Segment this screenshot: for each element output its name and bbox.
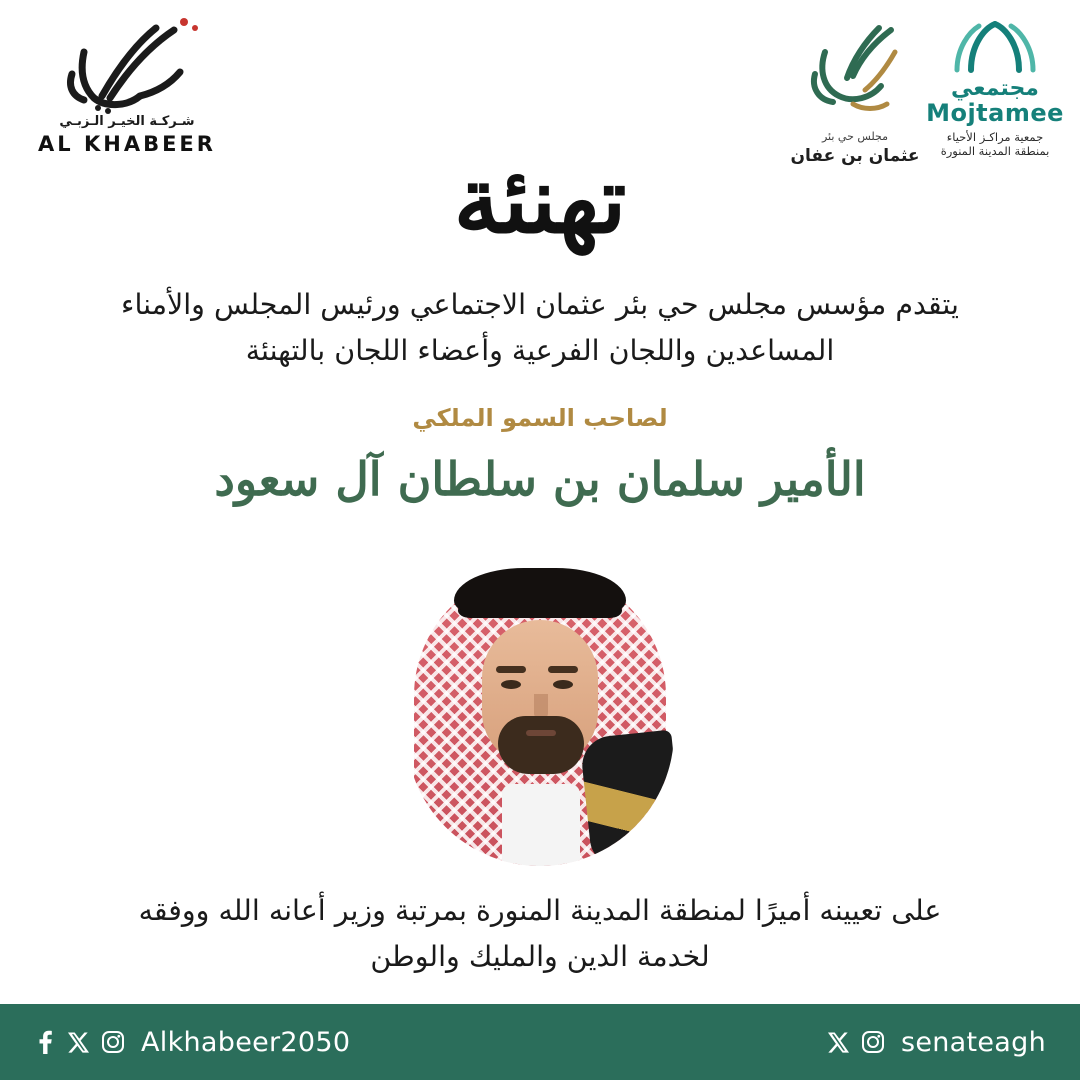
footer-right-handle-text: senateagh xyxy=(900,1026,1046,1058)
mojtamee-arches-icon xyxy=(920,18,1070,74)
mojtamee-sub1: جمعية مراكـز الأحياء xyxy=(946,130,1044,144)
othman-calligraphy-icon xyxy=(780,18,930,128)
eye-left xyxy=(501,680,521,689)
facebook-icon[interactable] xyxy=(34,1030,56,1054)
closing-paragraph: على تعيينه أميرًا لمنطقة المدينة المنورة بمرتبة وزير أعانه الله ووفقه لخدمة الدين والمليك والوطن xyxy=(138,894,942,974)
royal-highness-label: لصاحب السمو الملكي xyxy=(412,404,668,432)
footer-bar xyxy=(0,1004,1080,1080)
eye-right xyxy=(553,680,573,689)
portrait-illustration xyxy=(406,548,674,866)
al-khabeer-english-name: AL KHABEER xyxy=(38,132,216,156)
footer-left-handle-group[interactable] xyxy=(34,1027,350,1058)
x-icon[interactable] xyxy=(67,1031,90,1054)
al-khabeer-arabic-name: شـركـة الخيـر الـزبـي xyxy=(59,114,195,129)
thobe-collar xyxy=(502,784,580,866)
othman-line2: عثمان بن عفان xyxy=(790,146,920,166)
mojtamee-english-name: Mojtamee xyxy=(926,99,1064,127)
footer-left-icons xyxy=(34,1030,125,1054)
al-khabeer-logo xyxy=(22,12,232,156)
mojtamee-arabic-name: مجتمعي xyxy=(951,76,1039,101)
eyebrow-left xyxy=(496,666,526,673)
instagram-icon[interactable] xyxy=(101,1030,125,1054)
footer-right-icons xyxy=(827,1030,885,1054)
othman-council-logo xyxy=(780,18,930,166)
instagram-icon[interactable] xyxy=(861,1030,885,1054)
al-khabeer-calligraphy-icon xyxy=(22,12,232,120)
beard-shape xyxy=(498,716,584,774)
intro-paragraph: يتقدم مؤسس مجلس حي بئر عثمان الاجتماعي ورئيس المجلس والأمناء المساعدين واللجان الفرعية وأعضاء اللجان بالتهنئة xyxy=(121,288,959,368)
othman-line1: مجلس حي بئر xyxy=(821,130,889,143)
footer-left-handle-text: Alkhabeer2050 xyxy=(141,1026,351,1058)
prince-name: الأمير سلمان بن سلطان آل سعود xyxy=(214,452,866,506)
prince-portrait xyxy=(406,548,674,866)
eyebrow-right xyxy=(548,666,578,673)
page-title: تهنئة xyxy=(453,146,627,254)
mojtamee-sub2: بمنطقة المدينة المنورة xyxy=(940,144,1050,158)
igal-icon xyxy=(454,568,626,612)
mojtamee-logo xyxy=(920,18,1070,158)
bisht-sash xyxy=(579,730,674,866)
mouth-shape xyxy=(526,730,556,736)
x-icon[interactable] xyxy=(827,1031,850,1054)
footer-right-handle-group[interactable] xyxy=(827,1027,1046,1058)
